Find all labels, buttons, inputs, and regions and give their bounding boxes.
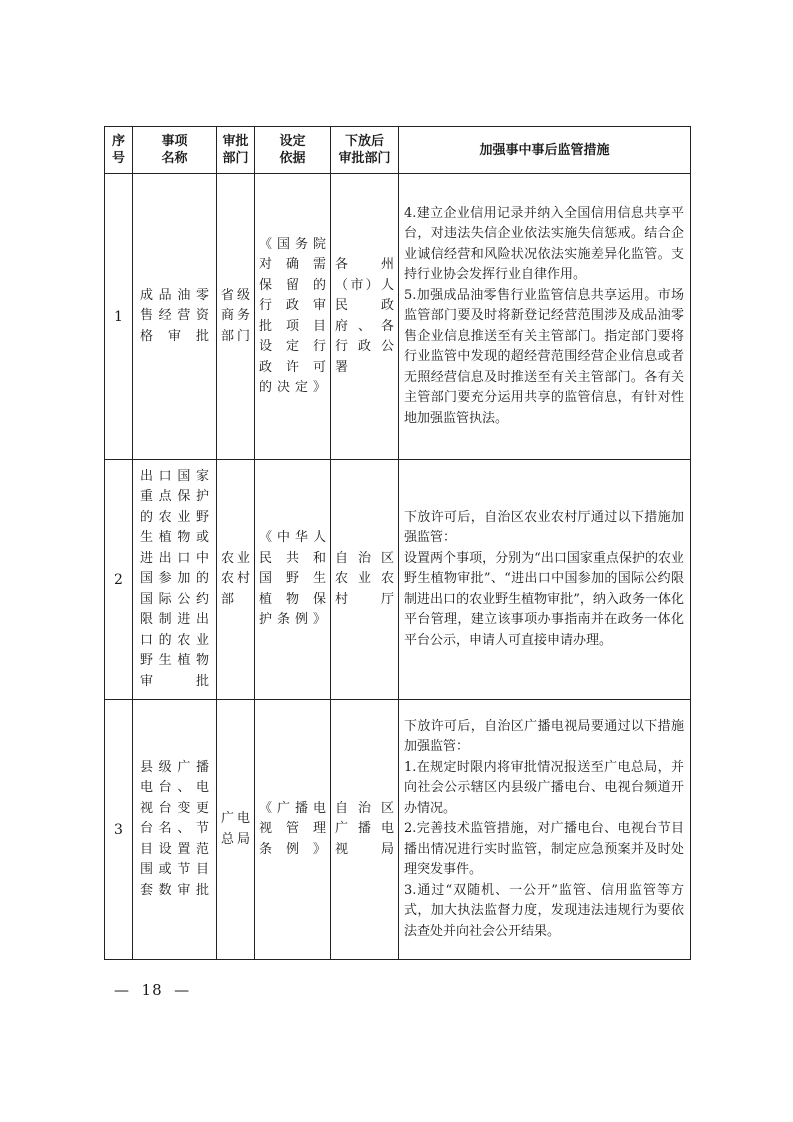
cell-seq: 2 xyxy=(105,460,133,700)
cell-legal-basis: 《广播电 视管理 条例》 xyxy=(255,700,331,960)
cell-approval-dept: 农业 农村 部 xyxy=(217,460,255,700)
measure-paragraph: 下放许可后，自治区农业农村厅通过以下措施加强监管： xyxy=(404,509,684,546)
header-approval-dept: 审批 部门 xyxy=(217,127,255,174)
header-legal-basis: 设定 依据 xyxy=(255,127,331,174)
cell-supervision-measures xyxy=(399,460,691,700)
header-item-name: 事项 名称 xyxy=(133,127,217,174)
table-header-row xyxy=(105,127,691,174)
cell-delegated-dept: 自治区 广播电 视局 xyxy=(331,700,399,960)
cell-supervision-measures xyxy=(399,700,691,960)
cell-item-name: 出口国家 重点保护 的农业野 生植物或 进出口中 国参加的 国际公约 限制进出 口的农业 野生植物 审批 xyxy=(133,460,217,700)
regulation-table xyxy=(104,126,691,960)
cell-approval-dept: 广电 总局 xyxy=(217,700,255,960)
measure-paragraph: 4.建立企业信用记录并纳入全国信用信息共享平台，对违法失信企业依法实施失信惩戒。结合企业诚信经营和风险状况依法实施差异化监管。支持行业协会发挥行业自律作用。 xyxy=(404,205,684,283)
header-seq: 序 号 xyxy=(105,127,133,174)
measure-paragraph: 2.完善技术监管措施，对广播电台、电视台节目播出情况进行实时监管，制定应急预案并及时处理突发事件。 xyxy=(404,821,684,878)
table-row xyxy=(105,700,691,960)
cell-item-name: 县级广播 电台、电 视台变更 台名、节 目设置范 围或节目 套数审批 xyxy=(133,700,217,960)
header-supervision-measures: 加强事中事后监管措施 xyxy=(399,127,691,174)
measure-paragraph: 设置两个事项，分别为“出口国家重点保护的农业野生植物审批”、“进出口中国参加的国际公约限制进出口的农业野生植物审批”，纳入政务一体化平台管理，建立该事项办事指南并在政务一体化平台公示，申请人可直接申请办理。 xyxy=(404,550,684,648)
table-row xyxy=(105,460,691,700)
cell-delegated-dept: 自治区 农业农 村厅 xyxy=(331,460,399,700)
table-row xyxy=(105,174,691,460)
cell-approval-dept: 省级 商务 部门 xyxy=(217,174,255,460)
measure-paragraph: 3.通过“双随机、一公开”监管、信用监管等方式，加大执法监督力度，发现违法违规行为要依法查处并向社会公开结果。 xyxy=(404,882,684,939)
measure-paragraph: 下放许可后，自治区广播电视局要通过以下措施加强监管： xyxy=(404,718,684,755)
cell-seq: 1 xyxy=(105,174,133,460)
page-number: — 18 — xyxy=(114,981,191,999)
header-delegated-dept: 下放后 审批部门 xyxy=(331,127,399,174)
measure-paragraph: 1.在规定时限内将审批情况报送至广电总局，并向社会公示辖区内县级广播电台、电视台频道开办情况。 xyxy=(404,759,684,816)
cell-seq: 3 xyxy=(105,700,133,960)
cell-legal-basis: 《国务院 对确需 保留的 行政审 批项目 设定行 政许可 的决定》 xyxy=(255,174,331,460)
measure-paragraph: 5.加强成品油零售行业监管信息共享运用。市场监管部门要及时将新登记经营范围涉及成品油零售企业信息推送至有关主管部门。指定部门要将行业监管中发现的超经营范围经营企业信息或者无照经营信息及时推送至有关主管部门。各有关主管部门要充分运用共享的监管信息，有针对性地加强监管执法。 xyxy=(404,287,684,426)
cell-supervision-measures xyxy=(399,174,691,460)
cell-delegated-dept: 各州 （市）人 民政 府、各 行政公 署 xyxy=(331,174,399,460)
cell-legal-basis: 《中华人 民共和 国野生 植物保 护条例》 xyxy=(255,460,331,700)
cell-item-name: 成品油零 售经营资 格审批 xyxy=(133,174,217,460)
